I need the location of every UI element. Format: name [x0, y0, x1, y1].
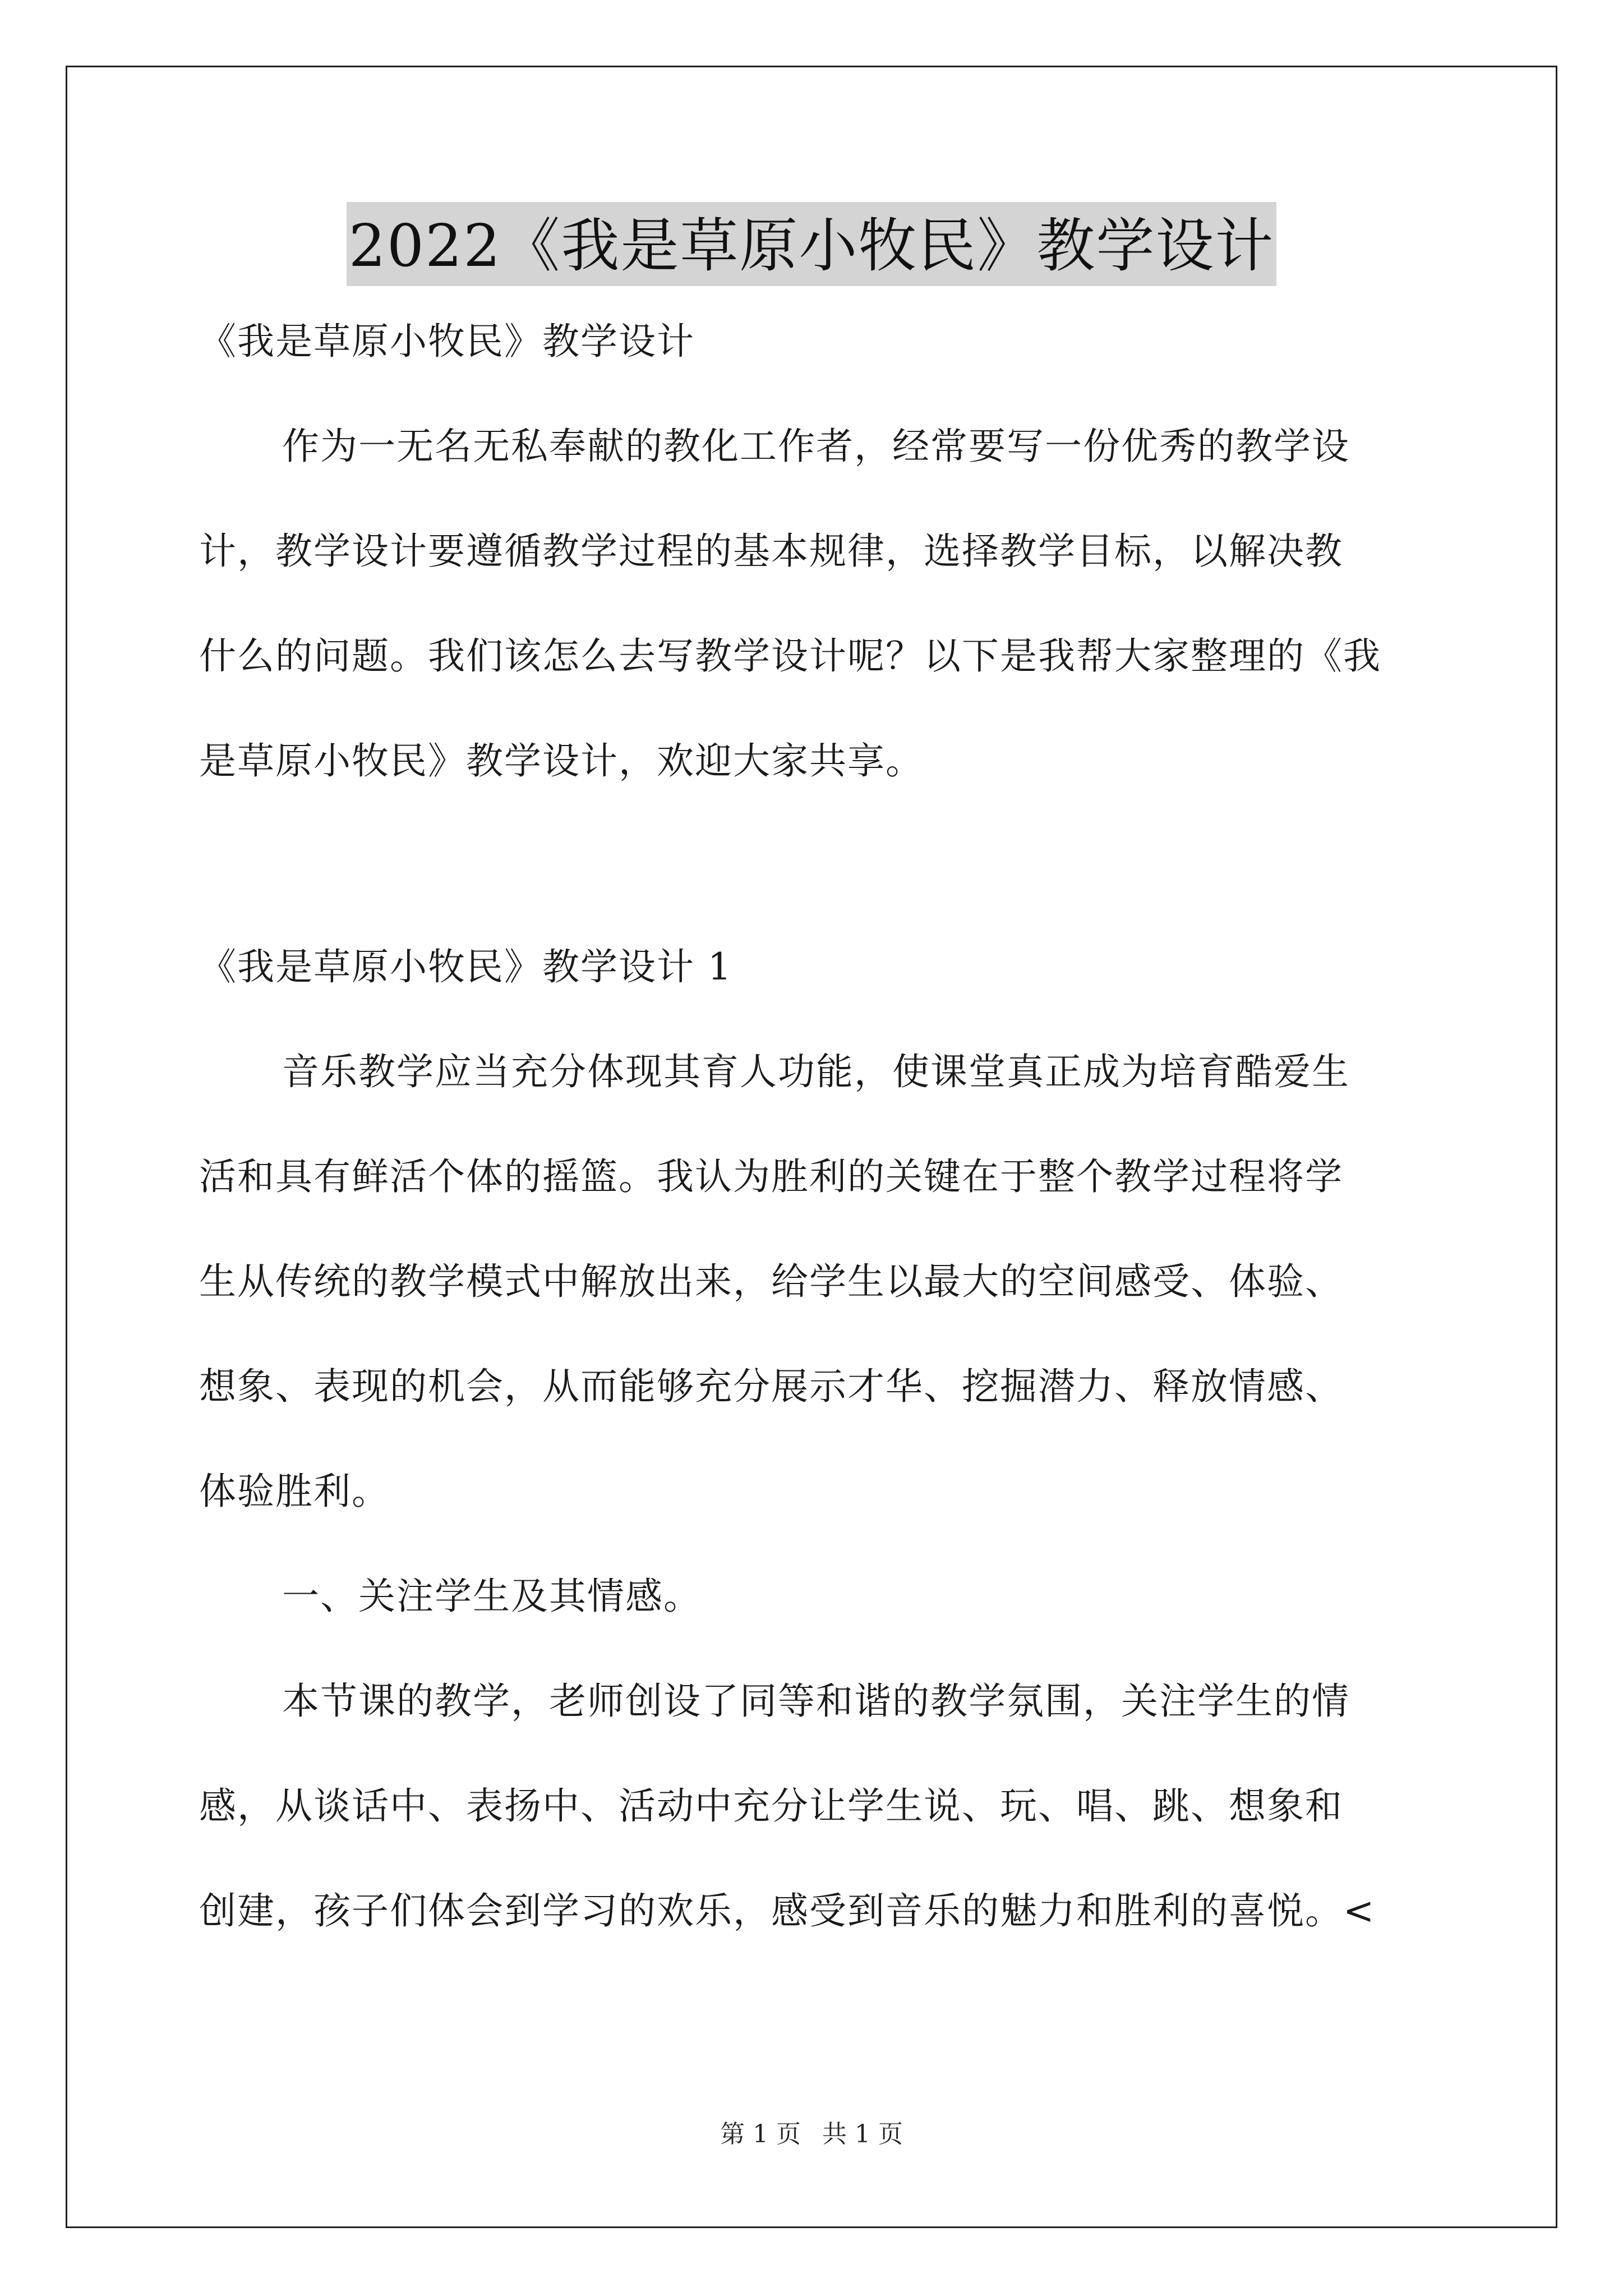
document-body	[199, 314, 1433, 1938]
point-line-1: 本节课的教学，老师创设了同等和谐的教学氛围，关注学生的情	[282, 1680, 1350, 1723]
section-line-2: 活和具有鲜活个体的摇篮。我认为胜利的关键在于整个教学过程将学	[199, 1155, 1343, 1198]
page-total: 共 1 页	[822, 2120, 903, 2148]
page-number: 第 1 页	[720, 2120, 801, 2148]
intro-line-4: 是草原小牧民》教学设计，欢迎大家共享。	[199, 739, 924, 783]
section-line-4: 想象、表现的机会，从而能够充分展示才华、挖掘潜力、释放情感、	[199, 1365, 1343, 1408]
point-heading: 一、关注学生及其情感。	[282, 1575, 702, 1618]
section-line-3: 生从传统的教学模式中解放出来，给学生以最大的空间感受、体验、	[199, 1260, 1343, 1303]
subtitle: 《我是草原小牧民》教学设计	[199, 320, 695, 363]
point-line-2: 感，从谈话中、表扬中、活动中充分让学生说、玩、唱、跳、想象和	[199, 1784, 1343, 1828]
section-line-5: 体验胜利。	[199, 1470, 390, 1513]
document-title: 2022《我是草原小牧民》教学设计	[347, 202, 1277, 286]
intro-line-2: 计，教学设计要遵循教学过程的基本规律，选择教学目标，以解决教	[199, 530, 1343, 573]
intro-line-1: 作为一无名无私奉献的教化工作者，经常要写一份优秀的教学设	[282, 425, 1350, 468]
intro-line-3: 什么的问题。我们该怎么去写教学设计呢？以下是我帮大家整理的《我	[199, 634, 1381, 678]
section-line-1: 音乐教学应当充分体现其育人功能，使课堂真正成为培育酷爱生	[282, 1050, 1350, 1093]
page-footer	[0, 2118, 1623, 2151]
section-heading: 《我是草原小牧民》教学设计 1	[199, 945, 732, 988]
point-line-3: 创建，孩子们体会到学习的欢乐，感受到音乐的魅力和胜利的喜悦。<	[199, 1889, 1376, 1932]
title-container	[0, 202, 1623, 286]
